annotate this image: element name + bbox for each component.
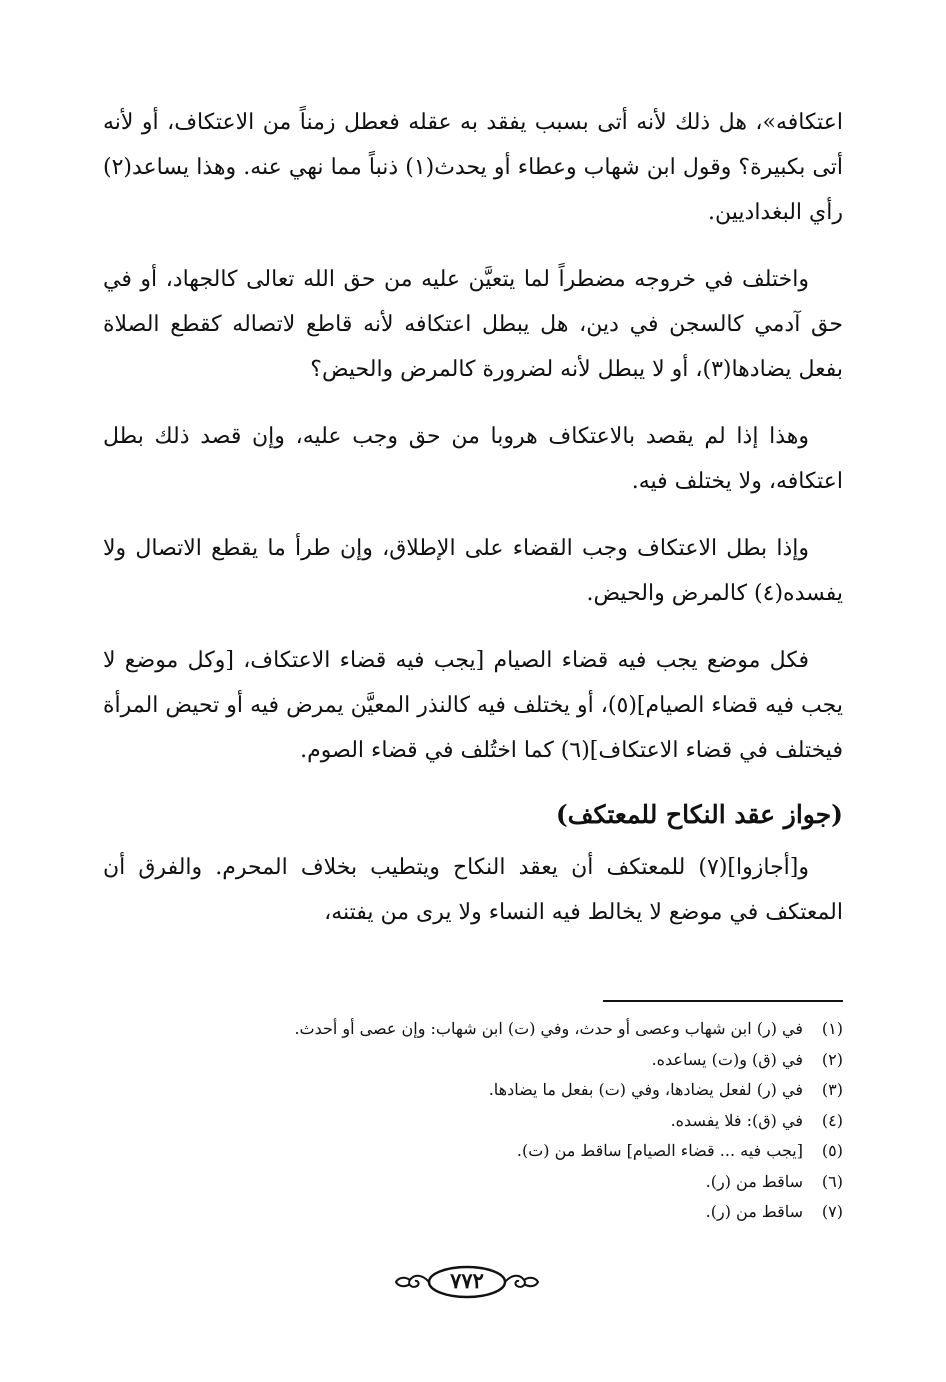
- footnote-number: (٤): [821, 1110, 843, 1130]
- paragraph-2: واختلف في خروجه مضطراً لما يتعيَّن عليه من حق الله تعالى كالجهاد، أو في حق آدمي كالسجن في دين، هل يبطل اعتكافه لأنه قاطع لاتصاله كقطع الصلاة بفعل يضادها(٣)، أو لا يبطل لأنه لضرورة كالمرض والحيض؟: [103, 267, 843, 382]
- footnote-text: في (ر) ابن شهاب وعصى أو حدث، وفي (ت) ابن شهاب: وإن عصى أو أحدث.: [294, 1019, 803, 1038]
- footnote-item: [103, 1136, 843, 1167]
- footnote-text: في (ق) و(ت) يساعده.: [651, 1049, 803, 1069]
- main-text: [103, 100, 843, 957]
- footnote-text: في (ق): فلا يفسده.: [670, 1110, 803, 1130]
- footnote-number: (١): [821, 1019, 843, 1038]
- footnote-item: [103, 1075, 843, 1106]
- footnote-number: (٦): [821, 1171, 843, 1191]
- page-number: ٧٧٢: [450, 1268, 484, 1293]
- page-number-ornament: [392, 1262, 542, 1302]
- footnote-text: في (ر) لفعل يضادها، وفي (ت) بفعل ما يضادها.: [488, 1080, 803, 1099]
- footnote-number: (٥): [821, 1141, 843, 1160]
- footnote-item: [103, 1106, 843, 1137]
- footnote-number: (٧): [821, 1202, 843, 1221]
- footnote-text: ساقط من (ر).: [705, 1171, 803, 1191]
- footnote-text: ساقط من (ر).: [705, 1202, 803, 1221]
- footnote-divider: [603, 1000, 843, 1002]
- footnote-number: (٢): [821, 1049, 843, 1069]
- paragraph-4: وإذا بطل الاعتكاف وجب القضاء على الإطلاق، وإن طرأ ما يقطع الاتصال ولا يفسده(٤) كالمرض والحيض.: [103, 536, 843, 606]
- footnote-item: [103, 1167, 843, 1198]
- paragraph-5: فكل موضع يجب فيه قضاء الصيام [يجب فيه قضاء الاعتكاف، [وكل موضع لا يجب فيه قضاء الصيام](٥)، أو يختلف فيه كالنذر المعيَّن يمرض فيه أو تحيض المرأة فيختلف في قضاء الاعتكاف](٦) كما اختُلف في قضاء الصوم.: [103, 648, 843, 763]
- footnote-item: [103, 1014, 843, 1045]
- footnotes-list: [103, 1014, 843, 1228]
- footnote-number: (٣): [821, 1080, 843, 1099]
- section-heading: (جواز عقد النكاح للمعتكف): [555, 800, 843, 829]
- section-paragraph: و[أجازوا](٧) للمعتكف أن يعقد النكاح ويتطيب بخلاف المحرم. والفرق أن المعتكف في موضع لا يخالط فيه النساء ولا يرى من يفتنه،: [103, 855, 843, 925]
- paragraph-3: وهذا إذا لم يقصد بالاعتكاف هروبا من حق وجب عليه، وإن قصد ذلك بطل اعتكافه، ولا يختلف فيه.: [103, 424, 843, 494]
- footnote-text: [يجب فيه ... قضاء الصيام] ساقط من (ت).: [516, 1141, 803, 1160]
- paragraph-1: اعتكافه»، هل ذلك لأنه أتى بسبب يفقد به عقله فعطل زمناً من الاعتكاف، أو لأنه أتى بكبيرة؟ وقول ابن شهاب وعطاء أو يحدث(١) ذنباً مما نهي عنه. وهذا يساعد(٢) رأي البغداديين.: [103, 110, 843, 225]
- footnote-item: [103, 1197, 843, 1228]
- footnote-item: [103, 1045, 843, 1076]
